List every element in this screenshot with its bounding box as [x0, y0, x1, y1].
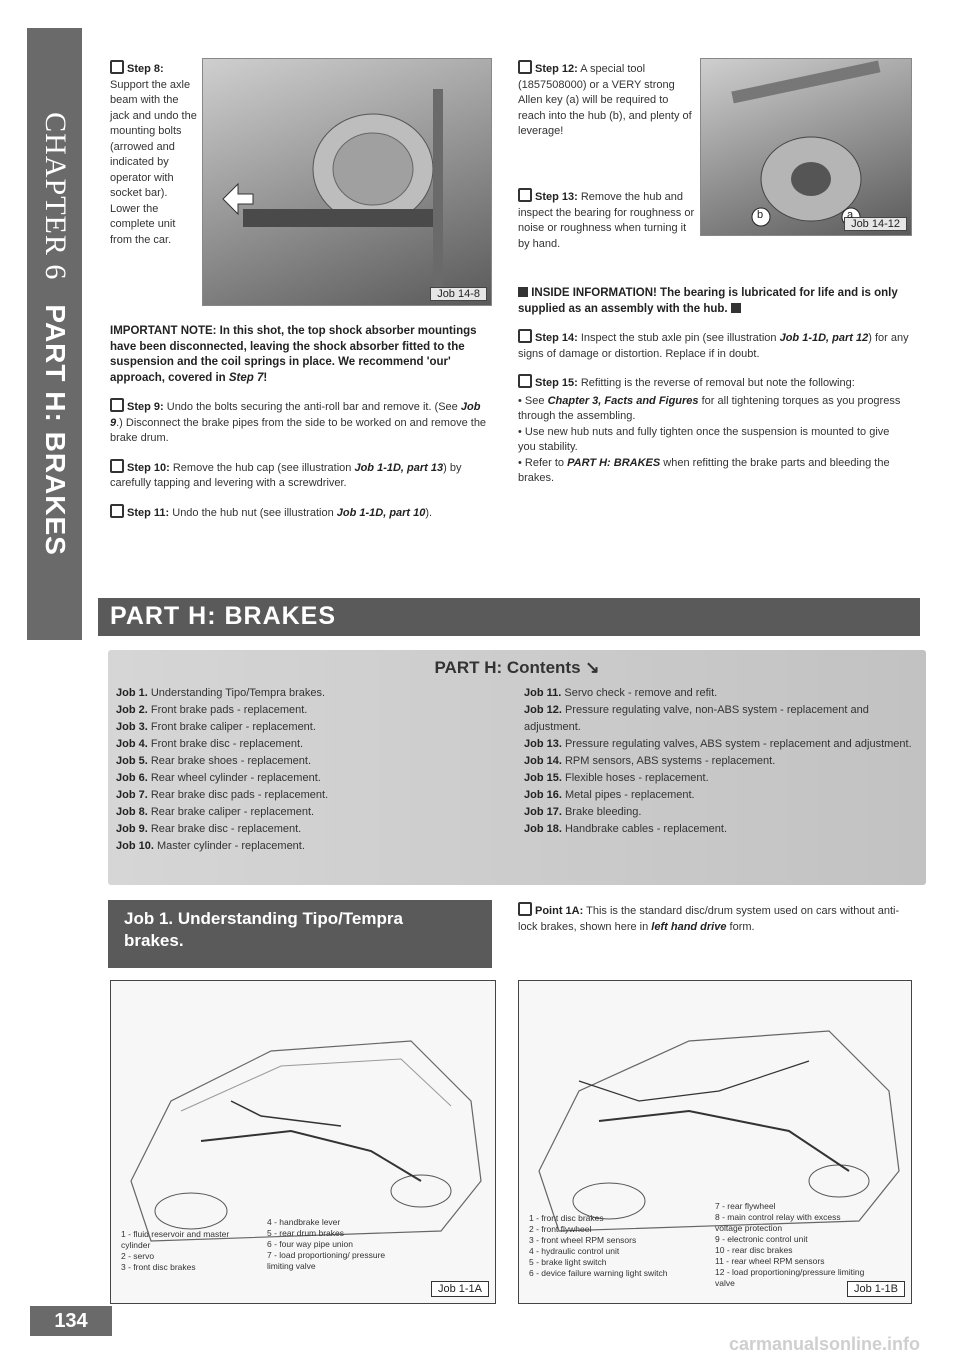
contents-right-list [524, 685, 919, 838]
contents-item-text: Master cylinder - replacement. [156, 840, 305, 852]
left-column-body [110, 324, 492, 533]
contents-item-text: Front brake caliper - replacement. [150, 721, 316, 733]
step8-block [110, 60, 200, 248]
step12-paragraph: Step 12: A special tool (1857508000) or a VERY strong Allen key (a) will be required to reach into the hub (b), and plenty of leverage! [518, 60, 698, 140]
checkbox-icon [518, 329, 532, 343]
diagram1-legend-right [267, 1217, 397, 1272]
contents-item-job: Job 1. [116, 687, 151, 699]
contents-item [116, 804, 506, 821]
point1a-block: Point 1A: This is the standard disc/drum system used on cars without anti-lock brakes, shown here in left hand drive form. [518, 902, 910, 935]
bullet-3: • Refer to PART H: BRAKES when refitting the brake parts and bleeding the brakes. [518, 456, 890, 484]
contents-item-job: Job 3. [116, 721, 151, 733]
step11-paragraph: Step 11: Undo the hub nut (see illustration Job 1-1D, part 10). [110, 504, 492, 522]
contents-item-job: Job 13. [524, 738, 565, 750]
diagram-job-1-1b [518, 980, 912, 1304]
contents-item-job: Job 8. [116, 806, 151, 818]
sidebar-chapter: CHAPTER 6 [38, 112, 72, 281]
legend-item: 7 - load proportioning/ pressure limiting valve [267, 1250, 386, 1271]
contents-item-job: Job 10. [116, 840, 157, 852]
legend-item: 9 - electronic control unit [715, 1234, 808, 1244]
step13-block: Step 13: Remove the hub and inspect the bearing for roughness or noise or roughness when turning it by hand. [518, 188, 698, 252]
contents-item-text: Pressure regulating valves, ABS system - replacement and adjustment. [564, 738, 912, 750]
contents-item-text: Pressure regulating valve, non-ABS system - replacement and adjustment. [524, 704, 869, 733]
label-b: b [757, 209, 764, 221]
contents-item-text: Understanding Tipo/Tempra brakes. [150, 687, 326, 699]
contents-item [524, 804, 919, 821]
contents-item-text: Front brake pads - replacement. [150, 704, 308, 716]
legend-item: 11 - rear wheel RPM sensors [715, 1256, 825, 1266]
contents-item [524, 736, 919, 753]
contents-item-text: Handbrake cables - replacement. [564, 823, 727, 835]
legend-item: 5 - rear drum brakes [267, 1228, 344, 1238]
contents-item [116, 753, 506, 770]
photo-tag: Job 14-8 [430, 287, 487, 301]
contents-item-job: Job 15. [524, 772, 565, 784]
chapter-sidebar [27, 28, 82, 640]
contents-item-text: Flexible hoses - replacement. [564, 772, 709, 784]
step9-paragraph: Step 9: Undo the bolts securing the anti-roll bar and remove it. (See Job 9.) Disconnect the brake pipes from the side to be worked on and remove the brake drum. [110, 398, 492, 447]
contents-item [116, 736, 506, 753]
contents-item-job: Job 11. [524, 687, 565, 699]
contents-item [116, 770, 506, 787]
job1-title: Job 1. Understanding Tipo/Tempra brakes. [124, 909, 403, 950]
legend-item: 2 - front flywheel [529, 1224, 592, 1234]
contents-item-job: Job 17. [524, 806, 565, 818]
checkbox-icon [518, 60, 532, 74]
legend-item: 8 - main control relay with excess voltage protection [715, 1212, 841, 1233]
legend-item: 4 - handbrake lever [267, 1217, 341, 1227]
sidebar-label [27, 28, 82, 640]
step15-paragraph: Step 15: Refitting is the reverse of removal but note the following: [518, 374, 910, 392]
contents-item [524, 770, 919, 787]
arrow-icon: ↘ [585, 658, 600, 677]
contents-item [116, 702, 506, 719]
checkbox-icon [518, 902, 532, 916]
contents-item [116, 719, 506, 736]
checkbox-icon [110, 60, 124, 74]
legend-item: 7 - rear flywheel [715, 1201, 776, 1211]
page-number: 134 [30, 1306, 112, 1336]
checkbox-icon [110, 504, 124, 518]
checkbox-icon [110, 459, 124, 473]
contents-item [524, 787, 919, 804]
legend-item: 3 - front disc brakes [121, 1262, 196, 1272]
checkbox-icon [518, 188, 532, 202]
contents-item-job: Job 7. [116, 789, 151, 801]
legend-item: 3 - front wheel RPM sensors [529, 1235, 637, 1245]
info-icon [518, 287, 528, 297]
contents-item [524, 753, 919, 770]
contents-item [524, 821, 919, 838]
contents-item [116, 821, 506, 838]
contents-item-job: Job 4. [116, 738, 151, 750]
legend-item: 1 - fluid reservoir and master cylinder [121, 1229, 230, 1250]
legend-item: 6 - four way pipe union [267, 1239, 353, 1249]
contents-item-text: Metal pipes - replacement. [564, 789, 695, 801]
inside-information: INSIDE INFORMATION! The bearing is lubricated for life and is only supplied as an assembly with the hub. [518, 287, 898, 315]
diagram-tag: Job 1-1A [431, 1281, 489, 1297]
diagram1-legend-left [121, 1229, 241, 1273]
step14-paragraph: Step 14: Inspect the stub axle pin (see illustration Job 1-1D, part 12) for any signs of damage or distortion. Replace if in doubt. [518, 329, 910, 362]
contents-item-job: Job 6. [116, 772, 151, 784]
legend-item: 4 - hydraulic control unit [529, 1246, 620, 1256]
contents-left-list [116, 685, 506, 855]
checkbox-icon [518, 374, 532, 388]
contents-item-job: Job 2. [116, 704, 151, 716]
contents-item-job: Job 5. [116, 755, 151, 767]
step12-block [518, 60, 698, 152]
bullet-1: • See Chapter 3, Facts and Figures for all tightening torques as you progress through the assembling. [518, 394, 901, 422]
step10-paragraph: Step 10: Remove the hub cap (see illustration Job 1-1D, part 13) by carefully tapping and levering with a screwdriver. [110, 459, 492, 492]
legend-item: 1 - front disc brakes [529, 1213, 604, 1223]
contents-item-text: Rear wheel cylinder - replacement. [150, 772, 321, 784]
contents-item [524, 702, 919, 736]
legend-item: 6 - device failure warning light switch [529, 1268, 668, 1278]
contents-title: PART H: Contents ↘ [434, 658, 600, 677]
part-banner [98, 598, 920, 636]
photo-job-14-12 [700, 58, 912, 236]
contents-item-text: Rear brake disc - replacement. [150, 823, 302, 835]
info-icon [731, 303, 741, 313]
diagram2-legend-left [529, 1213, 679, 1279]
watermark: carmanualsonline.info [728, 1334, 920, 1354]
contents-item-text: Rear brake disc pads - replacement. [150, 789, 329, 801]
job1-title-box [108, 900, 492, 968]
contents-item-job: Job 9. [116, 823, 151, 835]
contents-box [108, 650, 926, 885]
photo-tag: Job 14-12 [844, 217, 907, 231]
contents-item-text: Brake bleeding. [564, 806, 642, 818]
contents-item-job: Job 16. [524, 789, 565, 801]
contents-item-text: Front brake disc - replacement. [150, 738, 304, 750]
legend-item: 12 - load proportioning/pressure limiting valve [715, 1267, 865, 1288]
contents-item [116, 838, 506, 855]
hub-photo-illustration [701, 59, 911, 235]
step8-label: Step 8: [127, 63, 164, 75]
label-a: a [847, 209, 854, 221]
contents-item [116, 685, 506, 702]
photo-job-14-8 [202, 58, 492, 306]
contents-item-job: Job 14. [524, 755, 565, 767]
contents-item [524, 685, 919, 702]
diagram2-legend-right [715, 1201, 865, 1289]
contents-item-job: Job 18. [524, 823, 565, 835]
banner-title: PART H: BRAKES [110, 602, 337, 630]
contents-item-text: RPM sensors, ABS systems - replacement. [564, 755, 776, 767]
diagram-job-1-1a [110, 980, 496, 1304]
bullet-2: • Use new hub nuts and fully tighten once the suspension is mounted to give you stability. [518, 425, 890, 453]
suspension-photo-illustration [203, 59, 491, 305]
diagram-tag: Job 1-1B [847, 1281, 905, 1297]
checkbox-icon [110, 398, 124, 412]
important-note: IMPORTANT NOTE: In this shot, the top shock absorber mountings have been disconnected, leaving the shock absorber fitted to the suspension and the coil springs in place. We recommend 'our' approach, covered in Step 7! [110, 325, 477, 384]
contents-item-text: Servo check - remove and refit. [564, 687, 718, 699]
legend-item: 5 - brake light switch [529, 1257, 607, 1267]
right-column-body [518, 286, 910, 487]
contents-item-text: Rear brake shoes - replacement. [150, 755, 312, 767]
contents-item-job: Job 12. [524, 704, 565, 716]
legend-item: 10 - rear disc brakes [715, 1245, 793, 1255]
contents-item [116, 787, 506, 804]
sidebar-vertical-text [38, 112, 72, 556]
sidebar-part: PART H: BRAKES [39, 304, 71, 556]
step8-text: Support the axle beam with the jack and undo the mounting bolts (arrowed and indicated by operator with socket bar). Lower the complete unit from the car. [110, 78, 197, 246]
contents-item-text: Rear brake caliper - replacement. [150, 806, 315, 818]
legend-item: 2 - servo [121, 1251, 155, 1261]
